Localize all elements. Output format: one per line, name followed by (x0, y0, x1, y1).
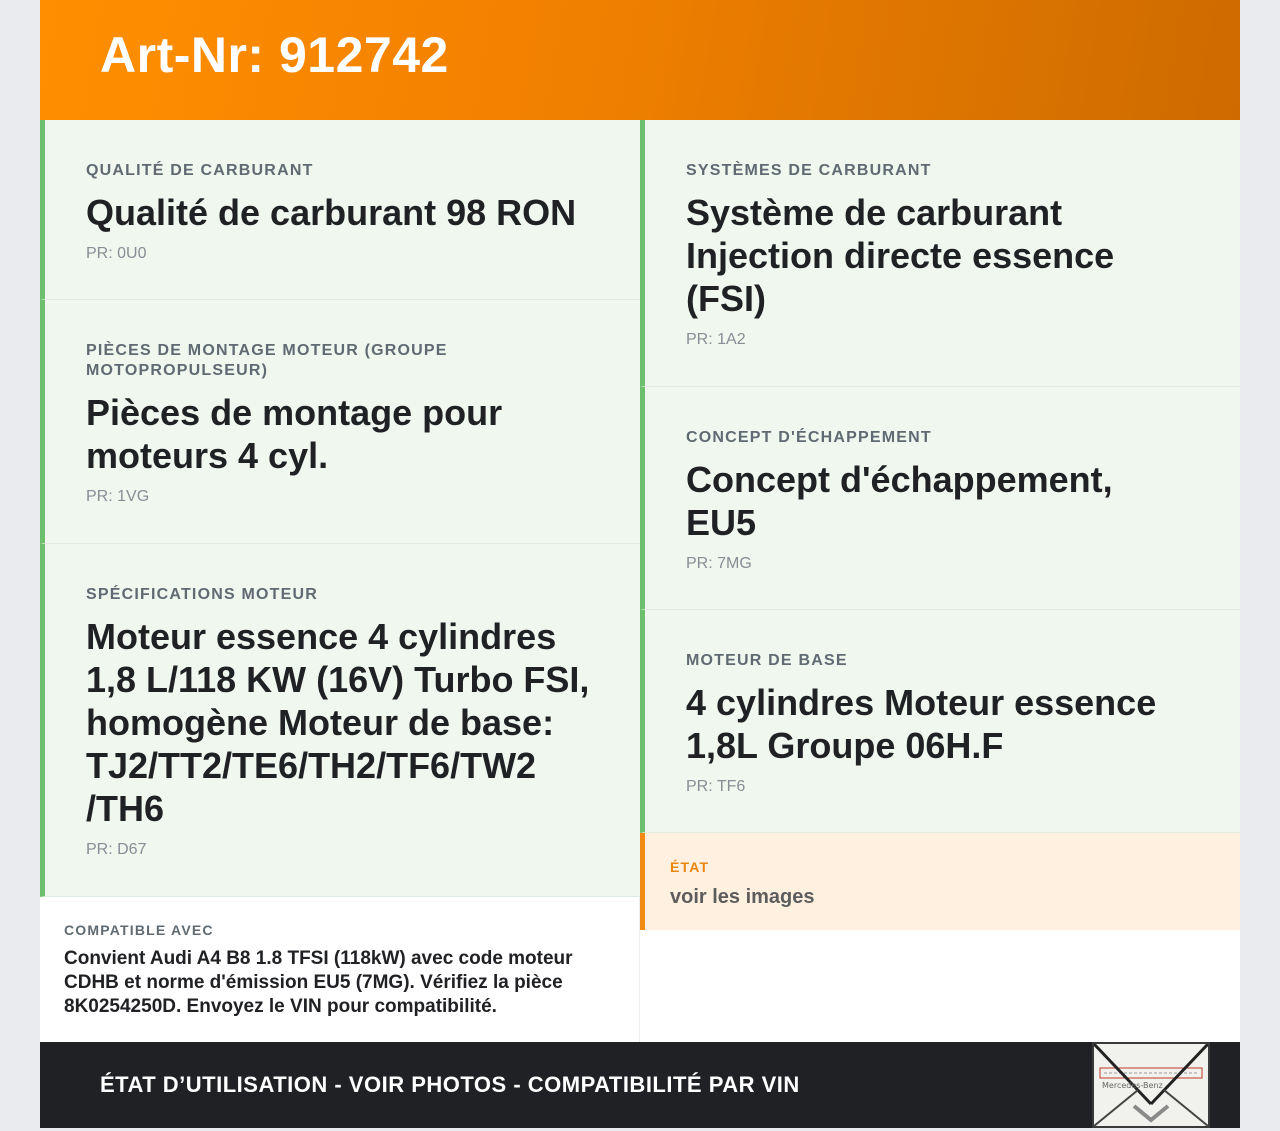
card-value: 4 cylindres Moteur essence 1,8L Groupe 06H.F (686, 682, 1157, 766)
card-engine-specifications (40, 544, 640, 897)
card-value: Système de carburant Injection directe essence (FSI) (686, 192, 1115, 319)
footer-text: ÉTAT D’UTILISATION - VOIR PHOTOS - COMPATIBILITÉ PAR VIN (100, 1072, 800, 1097)
card-engine-mounting-parts (40, 300, 640, 544)
card-value: Pièces de montage pour moteurs 4 cyl. (86, 392, 503, 476)
card-value: Qualité de carburant 98 RON (86, 192, 577, 233)
card-pr-code: PR: 1VG (86, 488, 150, 505)
compatibility-label: COMPATIBLE AVEC (64, 922, 214, 938)
card-pr-code: PR: TF6 (686, 778, 746, 795)
card-label: PIÈCES DE MONTAGE MOTEUR (GROUPE MOTOPROPULSEUR) (86, 342, 448, 379)
card-label: CONCEPT D'ÉCHAPPEMENT (686, 429, 932, 446)
card-fuel-quality (40, 120, 640, 300)
card-fuel-systems (640, 120, 1240, 387)
card-label: QUALITÉ DE CARBURANT (86, 162, 314, 179)
condition-label: ÉTAT (670, 859, 710, 875)
right-column (640, 120, 1240, 833)
card-pr-code: PR: 7MG (686, 555, 752, 572)
article-number-title: Art-Nr: 912742 (100, 27, 449, 83)
card-label: SPÉCIFICATIONS MOTEUR (86, 586, 319, 603)
footer-banner (40, 1042, 1240, 1128)
card-base-engine (640, 610, 1240, 833)
envelope-stamp-icon (1092, 1042, 1210, 1128)
card-pr-code: PR: 0U0 (86, 245, 147, 262)
card-value: Moteur essence 4 cylindres 1,8 L/118 KW (16V) Turbo FSI, homogène Moteur de base: TJ2/TT2/TE6/TH2/TF6/TW2 /TH6 (86, 616, 590, 829)
compatibility-text: Convient Audi A4 B8 1.8 TFSI (118kW) avec code moteur CDHB et norme d'émission EU5 (7MG). Vérifiez la pièce 8K0254250D. Envoyez le VIN pour compatibilité. (64, 948, 573, 1017)
card-label: SYSTÈMES DE CARBURANT (686, 162, 932, 179)
header-banner (40, 0, 1240, 120)
card-pr-code: PR: D67 (86, 841, 147, 858)
stamp-text: Mercedes-Benz (1102, 1081, 1163, 1090)
condition-text: voir les images (670, 886, 815, 908)
condition-section (640, 833, 1240, 930)
card-pr-code: PR: 1A2 (686, 331, 746, 348)
left-column (40, 120, 640, 897)
page (40, 0, 1240, 1128)
card-label: MOTEUR DE BASE (686, 652, 848, 669)
card-exhaust-concept (640, 387, 1240, 610)
card-value: Concept d'échappement, EU5 (686, 459, 1113, 543)
compatibility-section (40, 897, 640, 1042)
